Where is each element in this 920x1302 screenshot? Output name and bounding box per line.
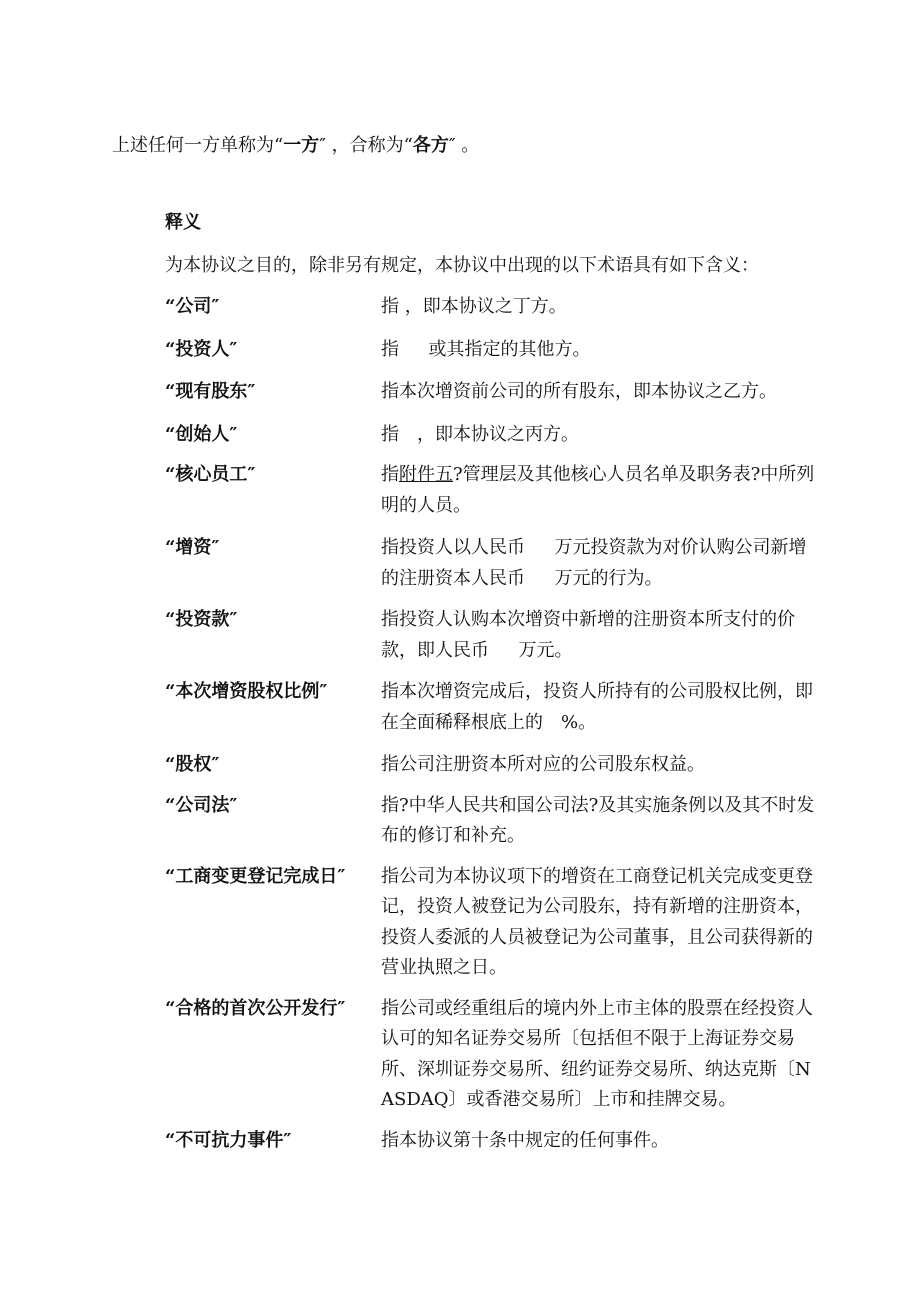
definition-row-equity-ratio [165,677,825,738]
definition-text: 指公司注册资本所对应的公司股东权益。 [381,754,705,775]
definition-term: “股权″ [165,754,220,775]
definition-text: 指公司或经重组后的境内外上市主体的股票在经投资人认可的知名证券交易所〔包括但不限于上海证券交易所、深圳证券交易所、纽约证券交易所、纳达克斯〔NASDAQ〕或香港交易所〕上市和挂牌交易。 [381,997,813,1110]
definition-row-capital-increase [165,533,825,594]
definition-text: 指 ，即本协议之丙方。 [381,423,579,445]
definition-term: “本次增资股权比例″ [165,681,328,702]
definition-row-company-law [165,791,825,852]
intro-term-one-party: 一方 [283,135,320,156]
definition-term: “投资人″ [165,338,238,360]
definition-text: 指 或其指定的其他方。 [381,338,591,360]
definition-term: “公司法″ [165,794,238,816]
definition-row-company [165,292,825,323]
intro-term-all-parties: 各方 [412,135,449,156]
definition-term: “核心员工″ [165,464,256,485]
intro-mid: ″ ，合称为“ [319,135,413,156]
definition-text-suffix: ?管理层及其他核心人员名单及职务表?中所列明的人员。 [381,464,815,516]
intro-paragraph [112,134,479,158]
definitions-list [165,292,825,1156]
definition-row-qualified-ipo [165,994,825,1116]
definition-text: 指本次增资前公司的所有股东，即本协议之乙方。 [381,381,777,402]
definition-text-prefix: 指 [381,464,399,485]
definition-term: “创始人″ [165,423,238,445]
definition-row-equity [165,750,825,781]
annex-five-link[interactable]: 附件五 [399,464,453,485]
definition-term: “不可抗力事件″ [165,1129,292,1151]
section-title: 释义 [165,212,201,233]
definition-row-core-staff [165,460,825,521]
definition-text [381,460,821,521]
definition-term: “工商变更登记完成日″ [165,865,346,887]
definition-text: 指?中华人民共和国公司法?及其实施条例以及其不时发布的修订和补充。 [381,794,815,846]
definition-text: 指本次增资完成后，投资人所持有的公司股权比例，即在全面稀释根底上的 %。 [381,681,813,733]
definition-row-founder [165,420,825,451]
definition-term: “公司″ [165,296,220,317]
definition-text: 指 ，即本协议之丁方。 [381,296,567,317]
definition-term: “增资″ [165,537,220,558]
section-intro: 为本协议之目的，除非另有规定，本协议中出现的以下术语具有如下含义： [165,255,759,276]
definition-row-investor [165,335,825,366]
definition-term: “投资款″ [165,609,238,630]
intro-suffix: ″ 。 [448,135,480,156]
definition-row-force-majeure [165,1126,825,1157]
definition-term: “现有股东″ [165,381,256,402]
definition-row-existing-shareholders [165,377,825,408]
definition-text: 指投资人以人民币 万元投资款为对价认购公司新增的注册资本人民币 万元的行为。 [381,537,807,589]
definition-row-investment-amount [165,605,825,666]
definition-row-registration-completion-date [165,862,825,984]
definition-text: 指投资人认购本次增资中新增的注册资本所支付的价款，即人民币 万元。 [381,609,795,661]
definition-text: 指本协议第十条中规定的任何事件。 [381,1129,669,1151]
definition-term: “合格的首次公开发行″ [165,997,346,1019]
intro-prefix: 上述任何一方单称为“ [112,135,284,156]
definition-text: 指公司为本协议项下的增资在工商登记机关完成变更登记，投资人被登记为公司股东，持有新增的注册资本，投资人委派的人员被登记为公司董事，且公司获得新的营业执照之日。 [381,865,813,978]
